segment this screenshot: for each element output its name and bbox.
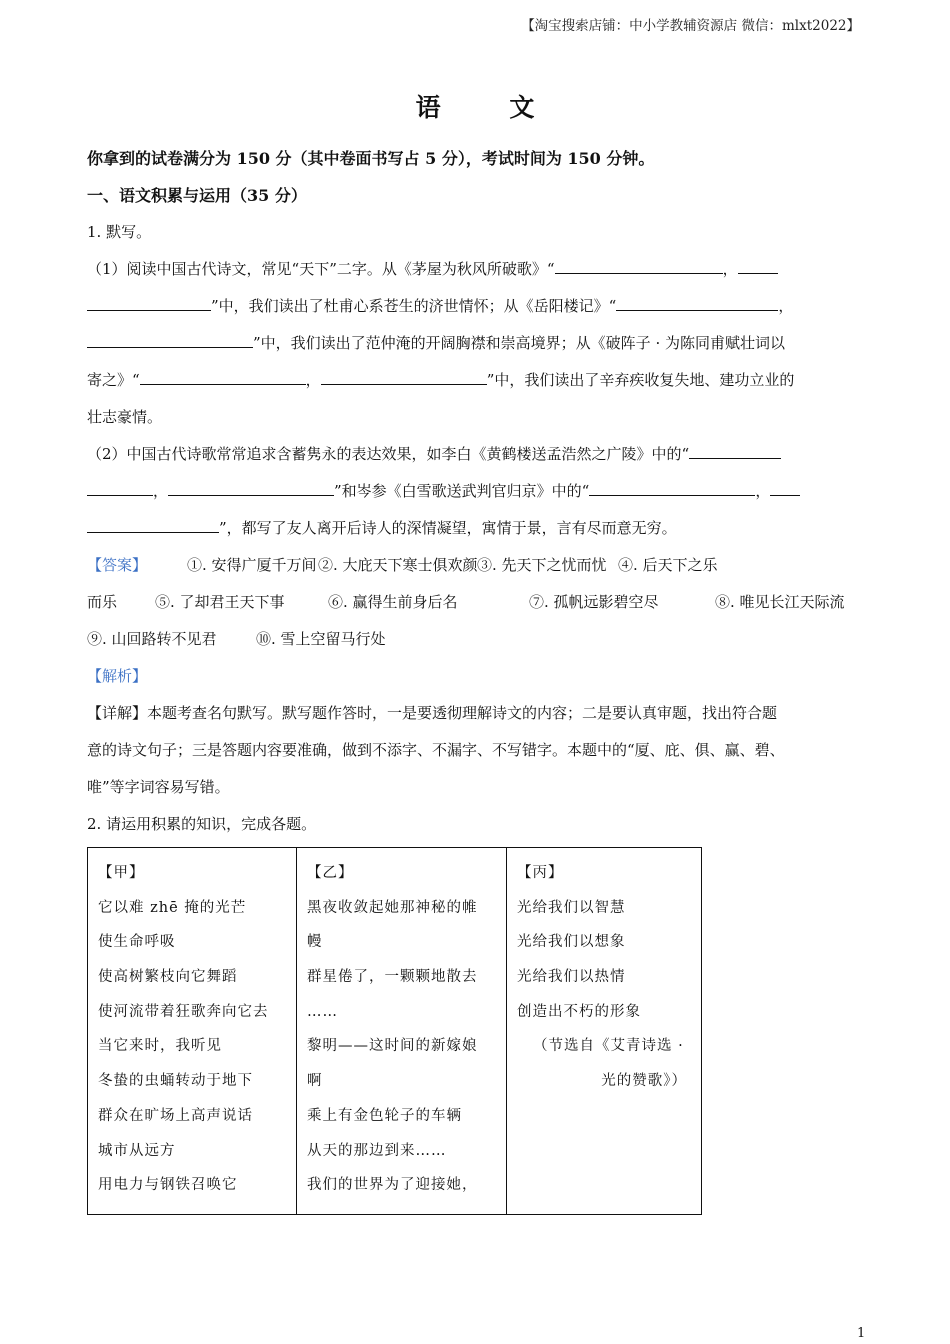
- poem-line: 我们的世界为了迎接她，: [307, 1177, 478, 1194]
- fill-blank[interactable]: [321, 370, 487, 385]
- poem-line: 光给我们以想象: [517, 934, 626, 951]
- text: ”和岑参《白雪歌送武判官归京》中的“: [334, 482, 590, 500]
- answer-item: ②. 大庇天下寒士俱欢颜: [318, 556, 478, 574]
- text: （1）阅读中国古代诗文，常见“天下”二字。从《茅屋为秋风所破歌》“: [87, 260, 555, 278]
- fill-blank[interactable]: [87, 518, 219, 533]
- answer-row-3: [87, 621, 865, 658]
- fill-blank[interactable]: [87, 333, 253, 348]
- text: ”中，我们读出了辛弃疾收复失地、建功立业的: [486, 371, 795, 389]
- text: ”，都写了友人离开后诗人的深情凝望，寓情于景，言有尽而意无穷。: [219, 519, 677, 537]
- poem-col-bing: [507, 848, 702, 1215]
- text: ，: [778, 297, 794, 315]
- poem-line: 使高树繁枝向它舞蹈: [98, 969, 238, 986]
- page-title: 语 文: [415, 93, 565, 122]
- answer-item: ⑨. 山回路转不见君: [87, 630, 217, 648]
- fill-blank[interactable]: [589, 481, 755, 496]
- fill-blank[interactable]: [770, 481, 800, 496]
- answer-row-1: [87, 547, 865, 584]
- col-label: 【乙】: [307, 865, 354, 881]
- header-watermark: 【淘宝搜索店铺：中小学教辅资源店 微信：mlxt2022】: [521, 18, 860, 34]
- poem-table: [87, 847, 702, 1215]
- poem-source: 光的赞歌》）: [601, 1073, 687, 1090]
- q2-stem: 2. 请运用积累的知识，完成各题。: [87, 815, 317, 833]
- answer-item: ⑦. 孤帆远影碧空尽: [529, 593, 659, 611]
- poem-line: 使河流带着狂歌奔向它去: [98, 1003, 269, 1020]
- q1-p2-line1: [87, 436, 865, 473]
- page-number: 1: [857, 1326, 866, 1341]
- q1-p2-line3: [87, 510, 865, 547]
- q1-p1-line2: [87, 288, 865, 325]
- analysis-label: 【解析】: [87, 667, 148, 685]
- poem-line: ……: [307, 1003, 338, 1020]
- poem-line: 用电力与钢铁召唤它: [98, 1177, 238, 1194]
- q1-p1-line3: [87, 325, 865, 362]
- poem-line: 当它来时，我听见: [98, 1038, 222, 1055]
- text: （2）中国古代诗歌常常追求含蓄隽永的表达效果，如李白《黄鹤楼送孟浩然之广陵》中的“: [87, 445, 690, 463]
- document-body: [87, 140, 865, 1215]
- poem-line: 群星倦了，一颗颗地散去: [307, 969, 478, 986]
- answer-item: ⑧. 唯见长江天际流: [715, 593, 845, 611]
- poem-col-jia: [88, 848, 297, 1215]
- poem-line: 使生命呼吸: [98, 934, 176, 951]
- text: ”中，我们读出了杜甫心系苍生的济世情怀；从《岳阳楼记》“: [211, 297, 617, 315]
- fill-blank[interactable]: [87, 481, 153, 496]
- poem-line: 冬蛰的虫蛹转动于地下: [98, 1073, 253, 1090]
- q1-p1-line5: 壮志豪情。: [87, 408, 163, 426]
- poem-line: 黑夜收敛起她那神秘的帷: [307, 899, 478, 916]
- poem-source: （节选自《艾青诗选 ·: [533, 1038, 684, 1055]
- text: ，: [153, 482, 169, 500]
- detail-line: 【详解】本题考查名句默写。默写题作答时，一是要透彻理解诗文的内容；二是要认真审题，找出符合题: [87, 704, 778, 722]
- q1-stem: 1. 默写。: [87, 223, 152, 241]
- text: ，: [755, 482, 771, 500]
- q1-p1-line1: [87, 251, 865, 288]
- poem-line: 从天的那边到来……: [307, 1142, 447, 1159]
- exam-intro: 你拿到的试卷满分为 150 分（其中卷面书写占 5 分），考试时间为 150 分钟。: [87, 149, 655, 168]
- text: ，: [722, 260, 738, 278]
- section-heading: 一、语文积累与运用（35 分）: [87, 186, 307, 205]
- answer-label: 【答案】: [87, 556, 148, 574]
- fill-blank[interactable]: [689, 444, 781, 459]
- q1-p1-line4: [87, 362, 865, 399]
- poem-line: 啊: [307, 1073, 323, 1090]
- fill-blank[interactable]: [140, 370, 306, 385]
- answer-item: ①. 安得广厦千万间: [187, 556, 317, 574]
- poem-line: 它以难 zhē 掩的光芒: [98, 899, 247, 916]
- answer-item: ⑤. 了却君王天下事: [155, 593, 285, 611]
- q1-p2-line2: [87, 473, 865, 510]
- text: ”中，我们读出了范仲淹的开阔胸襟和崇高境界；从《破阵子 · 为陈同甫赋壮词以: [253, 334, 785, 352]
- answer-item: ⑥. 赢得生前身后名: [328, 593, 458, 611]
- text: ，: [305, 371, 321, 389]
- fill-blank[interactable]: [738, 259, 778, 274]
- answer-item: 而乐: [87, 593, 118, 611]
- col-label: 【丙】: [517, 865, 564, 881]
- answer-item: ⑩. 雪上空留马行处: [256, 630, 386, 648]
- col-label: 【甲】: [98, 865, 145, 881]
- poem-line: 乘上有金色轮子的车辆: [307, 1107, 462, 1124]
- poem-line: 黎明——这时间的新嫁娘: [307, 1038, 478, 1055]
- poem-line: 群众在旷场上高声说话: [98, 1107, 253, 1124]
- poem-line: 城市从远方: [98, 1142, 176, 1159]
- answer-item: ③. 先天下之忧而忧: [477, 556, 607, 574]
- detail-line: 意的诗文句子；三是答题内容要准确，做到不添字、不漏字、不写错字。本题中的“厦、庇、俱、赢、碧、: [87, 741, 785, 759]
- fill-blank[interactable]: [168, 481, 334, 496]
- poem-col-yi: [297, 848, 507, 1215]
- poem-line: 幔: [307, 934, 323, 951]
- poem-line: 创造出不朽的形象: [517, 1003, 641, 1020]
- fill-blank[interactable]: [87, 296, 211, 311]
- fill-blank[interactable]: [616, 296, 778, 311]
- poem-line: 光给我们以智慧: [517, 899, 626, 916]
- text: 寄之》“: [87, 371, 140, 389]
- detail-line: 唯”等字词容易写错。: [87, 778, 230, 796]
- answer-row-2: [87, 584, 865, 621]
- poem-line: 光给我们以热情: [517, 969, 626, 986]
- answer-item: ④. 后天下之乐: [618, 556, 718, 574]
- fill-blank[interactable]: [555, 259, 723, 274]
